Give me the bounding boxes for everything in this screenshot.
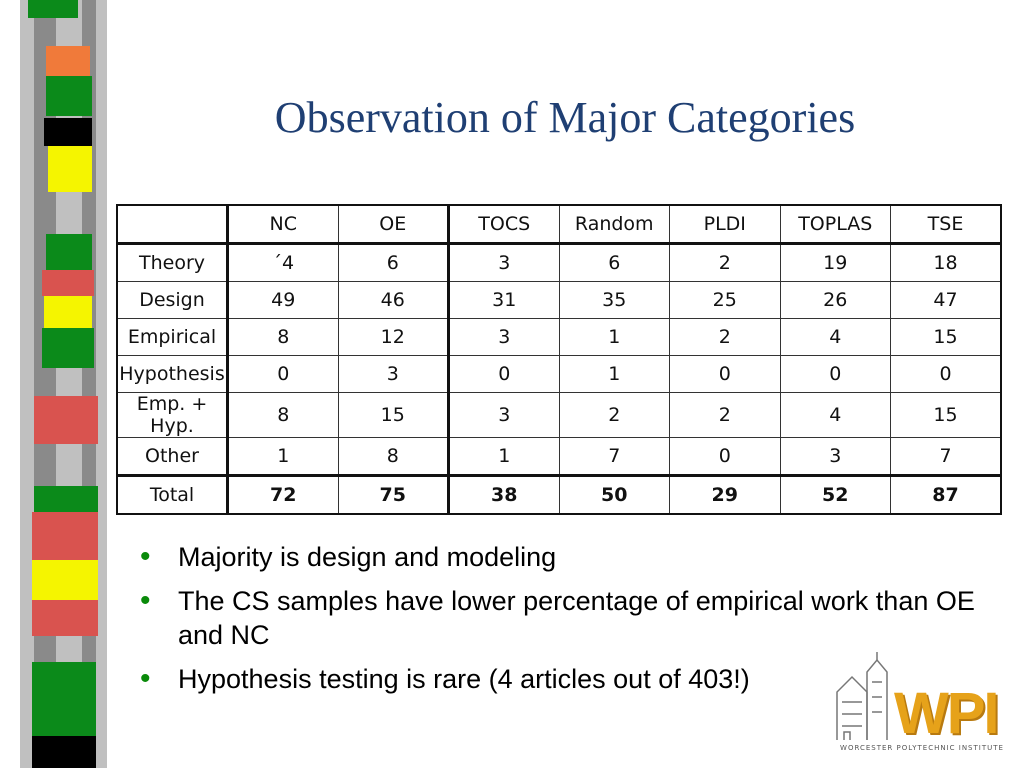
table-row <box>117 282 1001 319</box>
building-sketch-icon <box>832 652 902 742</box>
strip-block-green <box>42 328 94 368</box>
row-label: Total <box>117 476 228 515</box>
table-cell: 8 <box>338 438 449 476</box>
list-item-text: The CS samples have lower percentage of empirical work than OE and NC <box>178 586 975 650</box>
table-total-row <box>117 476 1001 515</box>
column-header: PLDI <box>670 205 781 244</box>
table-cell: 8 <box>228 393 339 438</box>
table-cell: 6 <box>338 244 449 282</box>
table-cell: 38 <box>449 476 560 515</box>
table-cell: 7 <box>559 438 670 476</box>
table-cell: 1 <box>559 356 670 393</box>
table-cell: ´4 <box>228 244 339 282</box>
column-header: TOPLAS <box>780 205 891 244</box>
strip-block-green <box>46 76 92 116</box>
strip-block-black <box>44 118 92 146</box>
strip-block-green <box>32 662 96 736</box>
strip-block-yellow <box>44 296 92 328</box>
table-cell: 3 <box>338 356 449 393</box>
strip-block-green <box>34 486 98 512</box>
table-cell: 87 <box>891 476 1002 515</box>
table-header-row <box>117 205 1001 244</box>
table-cell: 3 <box>449 393 560 438</box>
table-cell: 1 <box>449 438 560 476</box>
row-label: Other <box>117 438 228 476</box>
strip-block-yellow <box>32 560 98 600</box>
column-header: TSE <box>891 205 1002 244</box>
list-item-text: Majority is design and modeling <box>178 542 557 572</box>
table-cell: 31 <box>449 282 560 319</box>
column-header: NC <box>228 205 339 244</box>
table-cell: 8 <box>228 319 339 356</box>
table-cell: 26 <box>780 282 891 319</box>
table-cell: 25 <box>670 282 781 319</box>
table-cell: 7 <box>891 438 1002 476</box>
column-header: OE <box>338 205 449 244</box>
bullet-icon: • <box>140 584 151 617</box>
row-label: Theory <box>117 244 228 282</box>
table-cell: 46 <box>338 282 449 319</box>
strip-block-red <box>42 270 94 296</box>
table-cell: 12 <box>338 319 449 356</box>
table-cell: 50 <box>559 476 670 515</box>
table-cell: 2 <box>670 319 781 356</box>
table-cell: 15 <box>891 319 1002 356</box>
logo-wordmark: WPI <box>894 681 998 746</box>
table-cell: 3 <box>449 244 560 282</box>
strip-block-red <box>32 512 98 560</box>
table-cell: 18 <box>891 244 1002 282</box>
column-header: TOCS <box>449 205 560 244</box>
table-cell: 4 <box>780 393 891 438</box>
table-row <box>117 244 1001 282</box>
logo-caption: WORCESTER POLYTECHNIC INSTITUTE <box>840 744 1004 752</box>
bullet-icon: • <box>140 662 151 695</box>
list-item <box>140 584 990 652</box>
table-cell: 47 <box>891 282 1002 319</box>
table-cell: 1 <box>559 319 670 356</box>
list-item-text: Hypothesis testing is rare (4 articles out of 403!) <box>178 664 750 694</box>
table-cell: 15 <box>891 393 1002 438</box>
table-row <box>117 319 1001 356</box>
table-cell: 3 <box>449 319 560 356</box>
strip-block-red <box>34 396 98 444</box>
list-item <box>140 540 990 574</box>
table-row <box>117 438 1001 476</box>
table-cell: 1 <box>228 438 339 476</box>
table-cell: 0 <box>228 356 339 393</box>
table-cell: 72 <box>228 476 339 515</box>
table-row <box>117 356 1001 393</box>
table-cell: 52 <box>780 476 891 515</box>
strip-block-orange <box>46 46 90 76</box>
table-cell: 29 <box>670 476 781 515</box>
table-cell: 2 <box>670 393 781 438</box>
row-label: Design <box>117 282 228 319</box>
bullet-icon: • <box>140 540 151 573</box>
row-label: Empirical <box>117 319 228 356</box>
table-cell: 3 <box>780 438 891 476</box>
table-cell: 0 <box>670 356 781 393</box>
table-cell: 2 <box>559 393 670 438</box>
categories-table <box>116 204 1002 515</box>
table-cell: 0 <box>449 356 560 393</box>
strip-block-green <box>28 0 78 18</box>
strip-block-yellow <box>48 146 92 192</box>
decorative-color-strip <box>20 0 107 768</box>
row-label: Emp. + Hyp. <box>117 393 228 438</box>
wpi-logo <box>832 652 1012 764</box>
table-cell: 6 <box>559 244 670 282</box>
table-corner-cell <box>117 205 228 244</box>
table-cell: 15 <box>338 393 449 438</box>
table-cell: 2 <box>670 244 781 282</box>
slide-title: Observation of Major Categories <box>274 93 856 142</box>
table-row <box>117 393 1001 438</box>
column-header: Random <box>559 205 670 244</box>
strip-block-green <box>46 234 92 270</box>
table-cell: 75 <box>338 476 449 515</box>
row-label: Hypothesis <box>117 356 228 393</box>
table-cell: 19 <box>780 244 891 282</box>
strip-block-red <box>32 600 98 636</box>
table-cell: 4 <box>780 319 891 356</box>
table-cell: 0 <box>780 356 891 393</box>
table-cell: 0 <box>670 438 781 476</box>
strip-block-black <box>32 736 96 768</box>
table-cell: 35 <box>559 282 670 319</box>
table-cell: 49 <box>228 282 339 319</box>
table-cell: 0 <box>891 356 1002 393</box>
